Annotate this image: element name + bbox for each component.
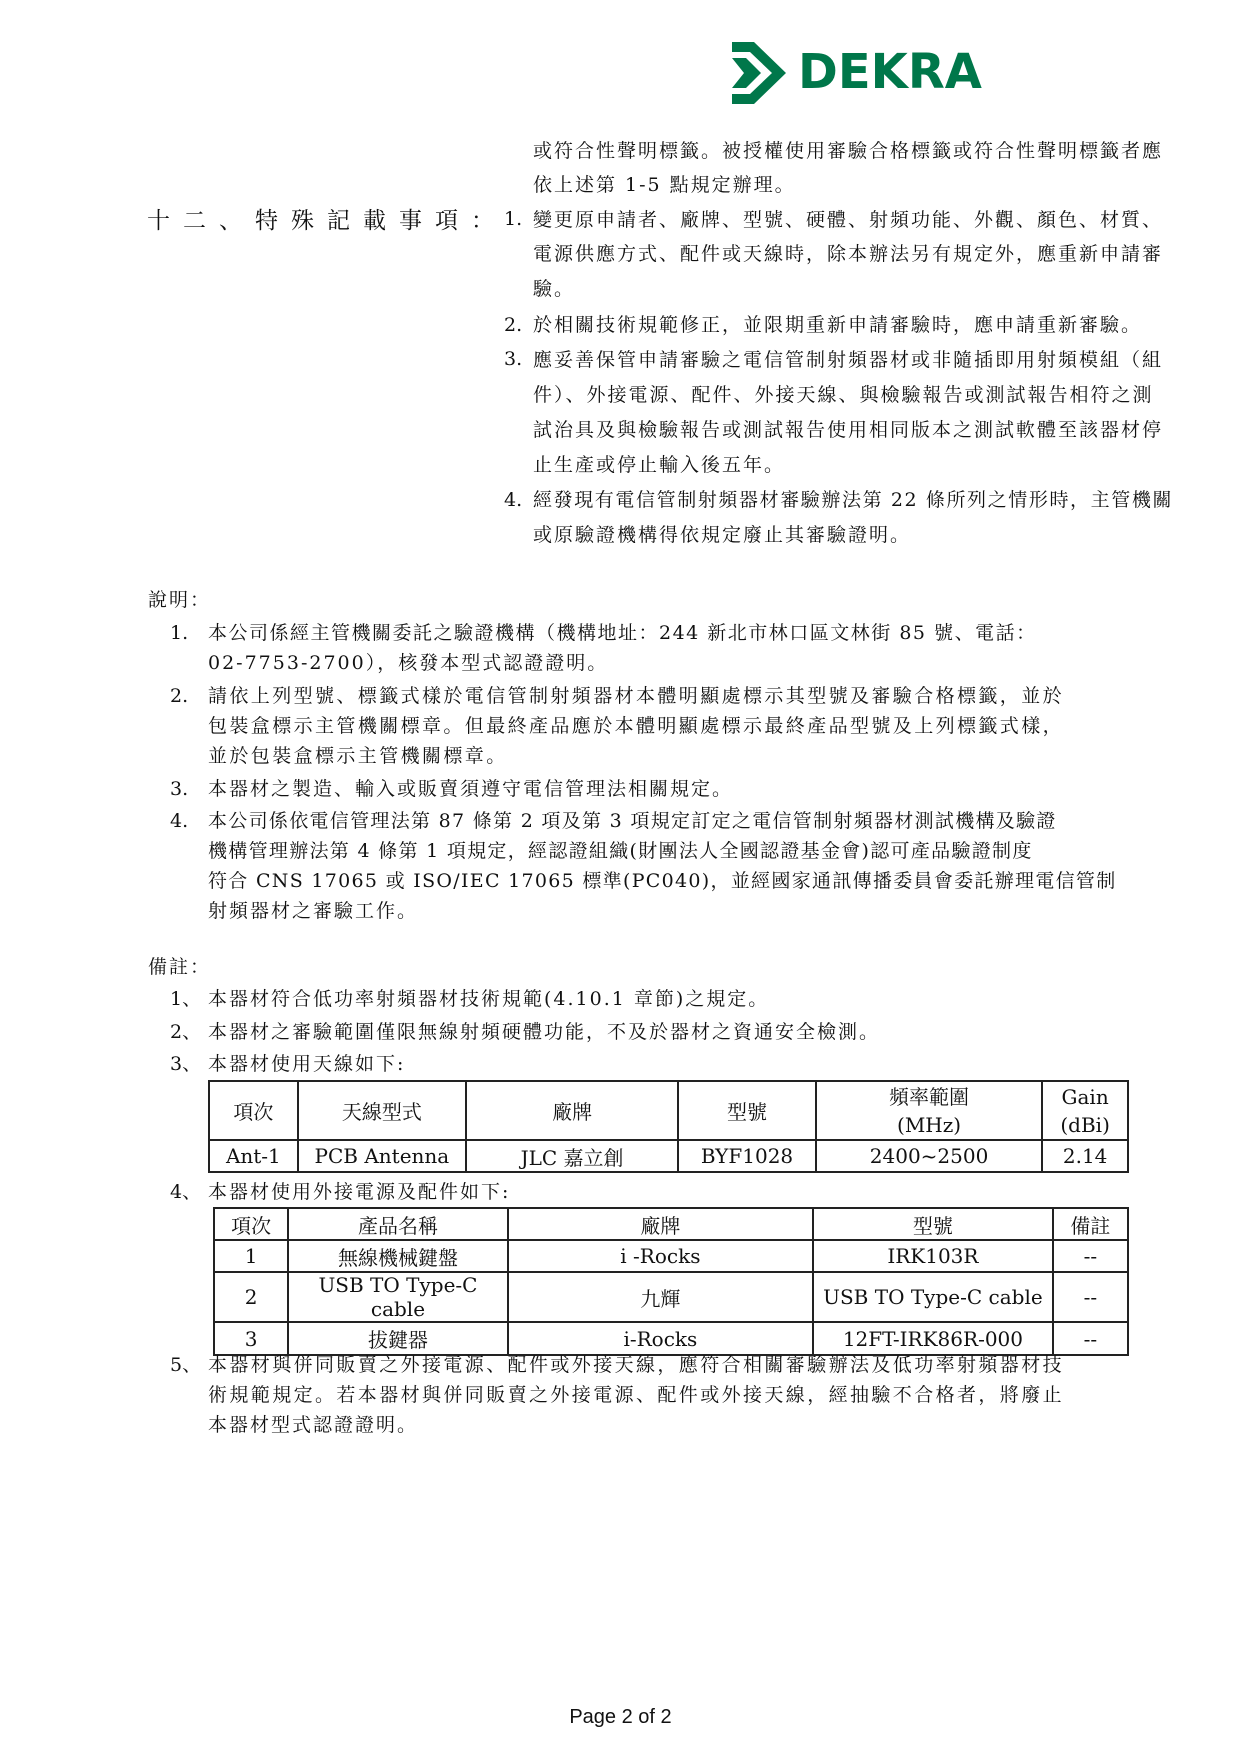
antenna-cell-brand: JLC 嘉立創 — [466, 1140, 678, 1172]
antenna-header-frequency-label: 頻率範圍 — [889, 1084, 970, 1109]
remark-2-text: 本器材之審驗範圍僅限無線射頻硬體功能，不及於器材之資通安全檢測。 — [208, 1021, 881, 1043]
explain-item-2-line-3: 並於包裝盒標示主管機關標章。 — [208, 745, 508, 767]
antenna-table — [208, 1080, 1129, 1173]
explain-item-3-line-1: 本器材之製造、輸入或販賣須遵守電信管理法相關規定。 — [208, 778, 734, 800]
dekra-logo-mark-icon — [728, 40, 790, 106]
remark-4-number: 4、 — [170, 1181, 202, 1203]
antenna-header-gain — [1042, 1081, 1128, 1140]
explain-title: 說明： — [148, 589, 212, 611]
antenna-cell-gain: 2.14 — [1042, 1140, 1128, 1172]
remark-2-number: 2、 — [170, 1021, 202, 1043]
antenna-cell-type: PCB Antenna — [298, 1140, 466, 1172]
accessory-cell-remark: -- — [1053, 1240, 1128, 1272]
accessory-table-row — [214, 1240, 1128, 1272]
accessory-header-brand: 廠牌 — [508, 1208, 813, 1240]
accessory-cell-product: USB TO Type-C cable — [288, 1272, 508, 1322]
antenna-header-type: 天線型式 — [298, 1081, 466, 1140]
s12-item-1-line-1: 變更原申請者、廠牌、型號、硬體、射頻功能、外觀、顏色、材質、 — [533, 209, 1164, 231]
explain-item-4-line-2: 機構管理辦法第 4 條第 1 項規定，經認證組織(財團法人全國認證基金會)認可產品驗證制度 — [208, 840, 1033, 862]
s12-item-1-line-3: 驗。 — [533, 278, 576, 300]
accessory-cell-remark: -- — [1053, 1272, 1128, 1322]
accessory-cell-product: 無線機械鍵盤 — [288, 1240, 508, 1272]
explain-item-4-line-3: 符合 CNS 17065 或 ISO/IEC 17065 標準(PC040)，並經國家通訊傳播委員會委託辦理電信管制 — [208, 870, 1117, 892]
antenna-header-model: 型號 — [678, 1081, 816, 1140]
s12-item-1-number: 1. — [504, 208, 523, 230]
s12-item-4-line-1: 經發現有電信管制射頻器材審驗辦法第 22 條所列之情形時，主管機關 — [533, 489, 1174, 511]
antenna-cell-item: Ant-1 — [209, 1140, 298, 1172]
accessory-cell-model: USB TO Type-C cable — [813, 1272, 1053, 1322]
s12-item-2-number: 2. — [504, 314, 523, 336]
explain-item-3-number: 3. — [170, 778, 189, 800]
remark-5-line-3: 本器材型式認證證明。 — [208, 1414, 419, 1436]
s12-item-4-number: 4. — [504, 489, 523, 511]
continuation-line-2: 依上述第 1-5 點規定辦理。 — [533, 174, 796, 196]
accessory-table-row — [214, 1322, 1128, 1355]
antenna-header-frequency — [816, 1081, 1042, 1140]
s12-item-3-line-2: 件）、外接電源、配件、外接天線、與檢驗報告或測試報告相符之測 — [533, 384, 1154, 406]
accessory-cell-brand: i -Rocks — [508, 1240, 813, 1272]
explain-item-4-line-4: 射頻器材之審驗工作。 — [208, 900, 419, 922]
s12-item-1-line-2: 電源供應方式、配件或天線時，除本辦法另有規定外，應重新申請審 — [533, 243, 1164, 265]
remark-5-line-2: 術規範規定。若本器材與併同販賣之外接電源、配件或外接天線，經抽驗不合格者，將廢止 — [208, 1384, 1065, 1406]
explain-item-1-line-2: 02-7753-2700），核發本型式認證證明。 — [208, 652, 609, 674]
accessory-cell-remark: -- — [1053, 1322, 1128, 1355]
accessory-cell-brand: i-Rocks — [508, 1322, 813, 1355]
remark-1-text: 本器材符合低功率射頻器材技術規範(4.10.1 章節)之規定。 — [208, 988, 770, 1010]
accessory-header-item: 項次 — [214, 1208, 288, 1240]
accessory-cell-item: 3 — [214, 1322, 288, 1355]
continuation-line-1: 或符合性聲明標籤。被授權使用審驗合格標籤或符合性聲明標籤者應 — [533, 140, 1164, 162]
s12-item-2-line-1: 於相關技術規範修正，並限期重新申請審驗時，應申請重新審驗。 — [533, 314, 1143, 336]
accessory-table-row — [214, 1272, 1128, 1322]
explain-item-4-line-1: 本公司係依電信管理法第 87 條第 2 項及第 3 項規定訂定之電信管制射頻器材測試機構及驗證 — [208, 810, 1057, 832]
s12-item-3-line-4: 止生產或停止輸入後五年。 — [533, 454, 786, 476]
antenna-header-frequency-unit: (MHz) — [897, 1112, 962, 1137]
accessory-cell-item: 1 — [214, 1240, 288, 1272]
explain-item-2-line-1: 請依上列型號、標籤式樣於電信管制射頻器材本體明顯處標示其型號及審驗合格標籤，並於 — [208, 685, 1065, 707]
accessory-cell-product: 拔鍵器 — [288, 1322, 508, 1355]
explain-item-2-line-2: 包裝盒標示主管機關標章。但最終產品應於本體明顯處標示最終產品型號及上列標籤式樣， — [208, 715, 1065, 737]
remark-1-number: 1、 — [170, 988, 202, 1010]
explain-item-2-number: 2. — [170, 685, 189, 707]
accessory-table — [213, 1207, 1129, 1356]
remark-5-line-1: 本器材與併同販賣之外接電源、配件或外接天線，應符合相關審驗辦法及低功率射頻器材技 — [208, 1354, 1065, 1376]
section-12-title: 十二、特殊記載事項： — [147, 208, 507, 234]
accessory-header-product: 產品名稱 — [288, 1208, 508, 1240]
antenna-header-gain-unit: (dBi) — [1060, 1112, 1110, 1137]
accessory-cell-model: 12FT-IRK86R-000 — [813, 1322, 1053, 1355]
dekra-logo-text: DEKRA — [798, 44, 982, 100]
accessory-cell-brand: 九輝 — [508, 1272, 813, 1322]
antenna-cell-model: BYF1028 — [678, 1140, 816, 1172]
remark-3-number: 3、 — [170, 1053, 202, 1075]
accessory-cell-model: IRK103R — [813, 1240, 1053, 1272]
antenna-header-brand: 廠牌 — [466, 1081, 678, 1140]
remark-4-text: 本器材使用外接電源及配件如下: — [208, 1181, 511, 1203]
accessory-header-model: 型號 — [813, 1208, 1053, 1240]
s12-item-3-line-3: 試治具及與檢驗報告或測試報告使用相同版本之測試軟體至該器材停 — [533, 419, 1164, 441]
accessory-table-header-row — [214, 1208, 1128, 1240]
remarks-title: 備註： — [148, 956, 212, 978]
antenna-table-row — [209, 1140, 1128, 1172]
remark-5-number: 5、 — [170, 1354, 202, 1376]
antenna-table-header-row — [209, 1081, 1128, 1140]
s12-item-3-number: 3. — [504, 348, 523, 370]
s12-item-3-line-1: 應妥善保管申請審驗之電信管制射頻器材或非隨插即用射頻模組（組 — [533, 349, 1164, 371]
remark-3-text: 本器材使用天線如下: — [208, 1053, 406, 1075]
antenna-cell-frequency: 2400~2500 — [816, 1140, 1042, 1172]
s12-item-4-line-2: 或原驗證機構得依規定廢止其審驗證明。 — [533, 524, 912, 546]
accessory-cell-item: 2 — [214, 1272, 288, 1322]
explain-item-1-number: 1. — [170, 622, 189, 644]
explain-item-1-line-1: 本公司係經主管機關委託之驗證機構（機構地址：244 新北市林口區文林街 85 號、電話： — [208, 622, 1037, 644]
accessory-header-remark: 備註 — [1053, 1208, 1128, 1240]
antenna-header-gain-label: Gain — [1061, 1084, 1109, 1109]
page-number: Page 2 of 2 — [569, 1706, 672, 1728]
dekra-logo — [728, 40, 982, 106]
antenna-header-item: 項次 — [209, 1081, 298, 1140]
explain-item-4-number: 4. — [170, 810, 189, 832]
